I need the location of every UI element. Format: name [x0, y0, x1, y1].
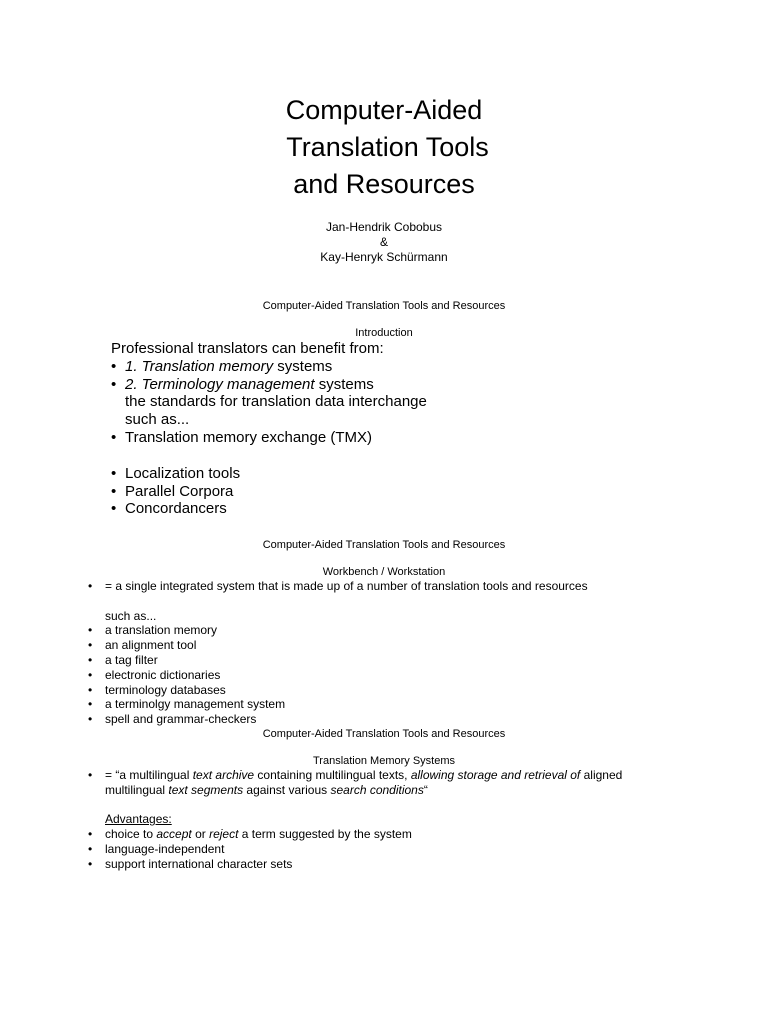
intro-continuation: the standards for translation data interchange	[125, 393, 427, 411]
tm-def-emphasis: search conditions	[330, 782, 424, 797]
author-separator: &	[379, 235, 388, 249]
tm-def-text: “	[423, 782, 428, 797]
document-title	[0, 92, 768, 203]
tm-definition	[88, 768, 665, 798]
tm-def-emphasis: text archive	[192, 768, 255, 782]
intro-list	[111, 340, 427, 518]
list-item: • a tag filter	[88, 653, 588, 668]
title-line-2: Translation Tools	[279, 132, 489, 162]
tm-def-emphasis: allowing storage and retrieval of	[410, 768, 581, 782]
tm-def-text: = “a multilingual	[105, 768, 193, 782]
intro-item-emphasis: 1. Translation memory	[125, 357, 274, 375]
list-spacer	[88, 798, 665, 813]
advantages-label	[88, 812, 665, 827]
list-item: • spell and grammar-checkers	[88, 712, 588, 727]
workbench-such-as: such as...	[105, 608, 157, 623]
adv-text: or	[191, 827, 210, 842]
section2-header: Computer-Aided Translation Tools and Resources	[262, 539, 506, 551]
list-item: • an alignment tool	[88, 638, 588, 653]
section3-header: Computer-Aided Translation Tools and Resources	[262, 728, 506, 740]
intro-item: • Concordancers	[111, 500, 427, 518]
title-line-1: Computer-Aided	[285, 95, 483, 125]
list-item: • electronic dictionaries	[88, 668, 588, 683]
adv-emphasis: reject	[209, 827, 239, 842]
authors-block	[0, 220, 768, 265]
intro-item-text: systems	[314, 375, 374, 393]
workbench-list	[88, 579, 588, 727]
intro-item	[111, 376, 427, 394]
list-item: • terminology databases	[88, 683, 588, 698]
advantages-label-text: Advantages:	[105, 812, 172, 827]
intro-item: • Parallel Corpora	[111, 483, 427, 501]
intro-lead: Professional translators can benefit from:	[111, 340, 384, 357]
intro-spacer	[111, 447, 427, 465]
author-2: Kay-Henryk Schürmann	[320, 250, 448, 264]
adv-emphasis: accept	[156, 827, 192, 842]
tm-def-emphasis: text segments	[168, 782, 244, 797]
title-line-3: and Resources	[293, 169, 475, 199]
list-item: • a translation memory	[88, 623, 588, 638]
adv-text: choice to	[105, 827, 157, 842]
author-1: Jan-Hendrik Cobobus	[325, 220, 443, 234]
intro-item: • Localization tools	[111, 465, 427, 483]
list-item: • support international character sets	[88, 857, 665, 872]
section1-subheader: Introduction	[355, 327, 413, 339]
intro-item: • Translation memory exchange (TMX)	[111, 429, 427, 447]
section3-subheader: Translation Memory Systems	[312, 755, 456, 767]
intro-continuation: such as...	[125, 411, 190, 429]
list-spacer	[88, 594, 588, 609]
intro-item-emphasis: 2. Terminology management	[125, 375, 315, 393]
intro-item-text: systems	[273, 357, 333, 375]
adv-text: a term suggested by the system	[238, 827, 412, 842]
section1-header: Computer-Aided Translation Tools and Resources	[262, 300, 506, 312]
list-item	[88, 827, 665, 842]
tm-def-text: containing multilingual texts,	[254, 768, 411, 782]
tm-def-text: aligned multilingual	[105, 768, 623, 797]
intro-item	[111, 358, 427, 376]
list-item: • language-independent	[88, 842, 665, 857]
tm-list	[88, 768, 665, 872]
workbench-definition: • = a single integrated system that is made up of a number of translation tools and resources	[88, 579, 588, 594]
tm-def-text: against various	[243, 782, 331, 797]
list-item: • a terminolgy management system	[88, 697, 588, 712]
section2-subheader: Workbench / Workstation	[322, 566, 446, 578]
